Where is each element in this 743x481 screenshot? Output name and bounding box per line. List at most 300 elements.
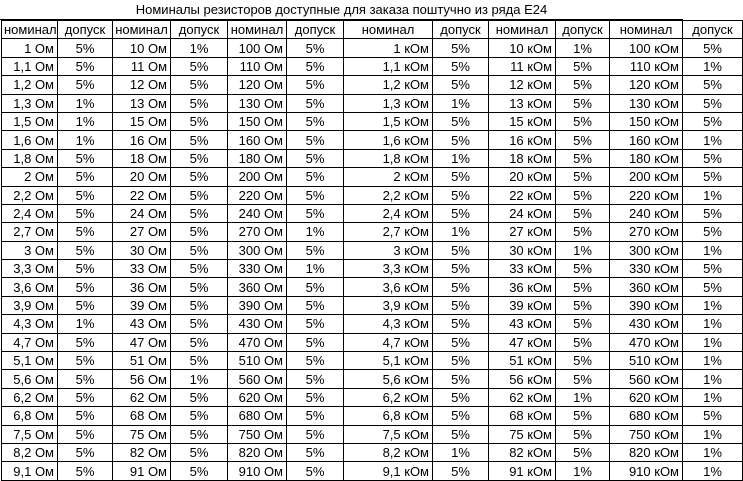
tolerance-cell: 1% bbox=[433, 223, 489, 241]
nominal-cell: 300 кОм bbox=[610, 241, 683, 259]
tolerance-cell: 5% bbox=[556, 443, 610, 461]
nominal-cell: 56 кОм bbox=[489, 370, 556, 388]
nominal-cell: 160 кОм bbox=[610, 131, 683, 149]
tolerance-cell: 5% bbox=[433, 333, 489, 351]
nominal-cell: 1,3 кОм bbox=[344, 94, 433, 112]
nominal-cell: 750 кОм bbox=[610, 425, 683, 443]
nominal-cell: 150 Ом bbox=[228, 112, 287, 130]
nominal-cell: 5,1 кОм bbox=[344, 352, 433, 370]
tolerance-cell: 1% bbox=[287, 223, 344, 241]
nominal-cell: 22 Ом bbox=[113, 186, 171, 204]
tolerance-cell: 1% bbox=[683, 388, 743, 406]
tolerance-cell: 5% bbox=[556, 260, 610, 278]
nominal-cell: 7,5 кОм bbox=[344, 425, 433, 443]
tolerance-cell: 5% bbox=[556, 425, 610, 443]
header-nominal: номинал bbox=[228, 21, 287, 39]
tolerance-cell: 5% bbox=[287, 94, 344, 112]
nominal-cell: 51 Ом bbox=[113, 352, 171, 370]
table-row bbox=[2, 57, 743, 75]
tolerance-cell: 5% bbox=[433, 112, 489, 130]
nominal-cell: 36 кОм bbox=[489, 278, 556, 296]
table-row bbox=[2, 94, 743, 112]
tolerance-cell: 5% bbox=[433, 186, 489, 204]
nominal-cell: 1,8 кОм bbox=[344, 149, 433, 167]
tolerance-cell: 5% bbox=[433, 278, 489, 296]
nominal-cell: 820 кОм bbox=[610, 443, 683, 461]
nominal-cell: 430 кОм bbox=[610, 315, 683, 333]
nominal-cell: 1,1 кОм bbox=[344, 57, 433, 75]
nominal-cell: 68 кОм bbox=[489, 407, 556, 425]
nominal-cell: 150 кОм bbox=[610, 112, 683, 130]
tolerance-cell: 5% bbox=[287, 131, 344, 149]
tolerance-cell: 5% bbox=[287, 352, 344, 370]
tolerance-cell: 1% bbox=[433, 94, 489, 112]
nominal-cell: 91 Ом bbox=[113, 462, 171, 480]
nominal-cell: 33 кОм bbox=[489, 260, 556, 278]
nominal-cell: 330 кОм bbox=[610, 260, 683, 278]
tolerance-cell: 5% bbox=[287, 296, 344, 314]
nominal-cell: 13 Ом bbox=[113, 94, 171, 112]
nominal-cell: 10 кОм bbox=[489, 39, 556, 57]
nominal-cell: 4,7 Ом bbox=[2, 333, 58, 351]
tolerance-cell: 1% bbox=[683, 333, 743, 351]
nominal-cell: 620 Ом bbox=[228, 388, 287, 406]
header-tolerance: допуск bbox=[58, 21, 113, 39]
nominal-cell: 3 Ом bbox=[2, 241, 58, 259]
tolerance-cell: 5% bbox=[287, 112, 344, 130]
nominal-cell: 82 кОм bbox=[489, 443, 556, 461]
tolerance-cell: 5% bbox=[287, 370, 344, 388]
tolerance-cell: 5% bbox=[171, 131, 228, 149]
nominal-cell: 62 кОм bbox=[489, 388, 556, 406]
tolerance-cell: 5% bbox=[433, 388, 489, 406]
tolerance-cell: 5% bbox=[433, 352, 489, 370]
table-row bbox=[2, 186, 743, 204]
tolerance-cell: 5% bbox=[683, 39, 743, 57]
nominal-cell: 200 кОм bbox=[610, 168, 683, 186]
header-tolerance: допуск bbox=[433, 21, 489, 39]
nominal-cell: 8,2 кОм bbox=[344, 443, 433, 461]
nominal-cell: 1,2 кОм bbox=[344, 76, 433, 94]
tolerance-cell: 1% bbox=[683, 241, 743, 259]
nominal-cell: 270 кОм bbox=[610, 223, 683, 241]
tolerance-cell: 5% bbox=[171, 168, 228, 186]
tolerance-cell: 5% bbox=[58, 223, 113, 241]
nominal-cell: 4,3 кОм bbox=[344, 315, 433, 333]
nominal-cell: 9,1 Ом bbox=[2, 462, 58, 480]
table-row bbox=[2, 39, 743, 57]
table-row bbox=[2, 112, 743, 130]
nominal-cell: 27 Ом bbox=[113, 223, 171, 241]
nominal-cell: 3,3 Ом bbox=[2, 260, 58, 278]
nominal-cell: 91 кОм bbox=[489, 462, 556, 480]
nominal-cell: 6,8 Ом bbox=[2, 407, 58, 425]
tolerance-cell: 5% bbox=[287, 443, 344, 461]
nominal-cell: 2 Ом bbox=[2, 168, 58, 186]
nominal-cell: 1,5 Ом bbox=[2, 112, 58, 130]
sheet-title: Номиналы резисторов доступные для заказа поштучно из ряда E24 bbox=[0, 0, 683, 20]
tolerance-cell: 5% bbox=[556, 370, 610, 388]
nominal-cell: 2,7 Ом bbox=[2, 223, 58, 241]
nominal-cell: 47 Ом bbox=[113, 333, 171, 351]
tolerance-cell: 5% bbox=[287, 76, 344, 94]
table-row bbox=[2, 425, 743, 443]
nominal-cell: 1 кОм bbox=[344, 39, 433, 57]
table-row bbox=[2, 296, 743, 314]
nominal-cell: 62 Ом bbox=[113, 388, 171, 406]
tolerance-cell: 1% bbox=[683, 296, 743, 314]
tolerance-cell: 1% bbox=[58, 131, 113, 149]
nominal-cell: 4,3 Ом bbox=[2, 315, 58, 333]
nominal-cell: 24 Ом bbox=[113, 204, 171, 222]
nominal-cell: 8,2 Ом bbox=[2, 443, 58, 461]
table-row bbox=[2, 315, 743, 333]
nominal-cell: 82 Ом bbox=[113, 443, 171, 461]
tolerance-cell: 5% bbox=[171, 462, 228, 480]
tolerance-cell: 5% bbox=[683, 278, 743, 296]
nominal-cell: 20 Ом bbox=[113, 168, 171, 186]
nominal-cell: 430 Ом bbox=[228, 315, 287, 333]
nominal-cell: 1,1 Ом bbox=[2, 57, 58, 75]
nominal-cell: 75 Ом bbox=[113, 425, 171, 443]
tolerance-cell: 5% bbox=[433, 425, 489, 443]
header-tolerance: допуск bbox=[171, 21, 228, 39]
table-row bbox=[2, 352, 743, 370]
tolerance-cell: 5% bbox=[171, 76, 228, 94]
nominal-cell: 390 кОм bbox=[610, 296, 683, 314]
nominal-cell: 910 Ом bbox=[228, 462, 287, 480]
nominal-cell: 4,7 кОм bbox=[344, 333, 433, 351]
nominal-cell: 27 кОм bbox=[489, 223, 556, 241]
nominal-cell: 100 кОм bbox=[610, 39, 683, 57]
tolerance-cell: 5% bbox=[58, 425, 113, 443]
tolerance-cell: 5% bbox=[171, 407, 228, 425]
tolerance-cell: 5% bbox=[556, 223, 610, 241]
nominal-cell: 200 Ом bbox=[228, 168, 287, 186]
tolerance-cell: 5% bbox=[58, 241, 113, 259]
tolerance-cell: 5% bbox=[58, 39, 113, 57]
tolerance-cell: 5% bbox=[287, 278, 344, 296]
tolerance-cell: 5% bbox=[287, 333, 344, 351]
nominal-cell: 68 Ом bbox=[113, 407, 171, 425]
nominal-cell: 51 кОм bbox=[489, 352, 556, 370]
nominal-cell: 20 кОм bbox=[489, 168, 556, 186]
table-row bbox=[2, 443, 743, 461]
resistor-table bbox=[1, 20, 743, 481]
nominal-cell: 110 кОм bbox=[610, 57, 683, 75]
tolerance-cell: 5% bbox=[171, 443, 228, 461]
tolerance-cell: 5% bbox=[287, 388, 344, 406]
table-row bbox=[2, 168, 743, 186]
tolerance-cell: 5% bbox=[58, 333, 113, 351]
tolerance-cell: 1% bbox=[171, 370, 228, 388]
tolerance-cell: 5% bbox=[556, 186, 610, 204]
nominal-cell: 5,1 Ом bbox=[2, 352, 58, 370]
nominal-cell: 360 Ом bbox=[228, 278, 287, 296]
nominal-cell: 220 кОм bbox=[610, 186, 683, 204]
tolerance-cell: 5% bbox=[433, 57, 489, 75]
nominal-cell: 43 Ом bbox=[113, 315, 171, 333]
tolerance-cell: 5% bbox=[171, 94, 228, 112]
nominal-cell: 220 Ом bbox=[228, 186, 287, 204]
tolerance-cell: 1% bbox=[58, 315, 113, 333]
table-row bbox=[2, 131, 743, 149]
table-row bbox=[2, 76, 743, 94]
nominal-cell: 240 кОм bbox=[610, 204, 683, 222]
tolerance-cell: 5% bbox=[171, 223, 228, 241]
nominal-cell: 470 Ом bbox=[228, 333, 287, 351]
tolerance-cell: 5% bbox=[433, 260, 489, 278]
nominal-cell: 1,6 кОм bbox=[344, 131, 433, 149]
tolerance-cell: 5% bbox=[556, 131, 610, 149]
nominal-cell: 16 Ом bbox=[113, 131, 171, 149]
nominal-cell: 10 Ом bbox=[113, 39, 171, 57]
tolerance-cell: 1% bbox=[683, 462, 743, 480]
tolerance-cell: 5% bbox=[171, 333, 228, 351]
nominal-cell: 1,8 Ом bbox=[2, 149, 58, 167]
nominal-cell: 2,7 кОм bbox=[344, 223, 433, 241]
tolerance-cell: 5% bbox=[556, 407, 610, 425]
tolerance-cell: 5% bbox=[556, 149, 610, 167]
tolerance-cell: 5% bbox=[171, 296, 228, 314]
nominal-cell: 750 Ом bbox=[228, 425, 287, 443]
tolerance-cell: 1% bbox=[683, 315, 743, 333]
nominal-cell: 13 кОм bbox=[489, 94, 556, 112]
tolerance-cell: 5% bbox=[556, 352, 610, 370]
tolerance-cell: 5% bbox=[287, 425, 344, 443]
tolerance-cell: 5% bbox=[433, 296, 489, 314]
tolerance-cell: 5% bbox=[171, 57, 228, 75]
tolerance-cell: 5% bbox=[556, 278, 610, 296]
tolerance-cell: 1% bbox=[287, 260, 344, 278]
tolerance-cell: 5% bbox=[58, 370, 113, 388]
tolerance-cell: 5% bbox=[556, 112, 610, 130]
tolerance-cell: 1% bbox=[58, 112, 113, 130]
tolerance-cell: 5% bbox=[683, 168, 743, 186]
tolerance-cell: 5% bbox=[58, 168, 113, 186]
nominal-cell: 560 Ом bbox=[228, 370, 287, 388]
nominal-cell: 2,4 кОм bbox=[344, 204, 433, 222]
tolerance-cell: 5% bbox=[58, 186, 113, 204]
tolerance-cell: 5% bbox=[287, 407, 344, 425]
tolerance-cell: 5% bbox=[433, 39, 489, 57]
tolerance-cell: 5% bbox=[683, 407, 743, 425]
tolerance-cell: 5% bbox=[683, 223, 743, 241]
tolerance-cell: 5% bbox=[58, 407, 113, 425]
header-nominal: номинал bbox=[489, 21, 556, 39]
nominal-cell: 2,2 Ом bbox=[2, 186, 58, 204]
tolerance-cell: 5% bbox=[556, 76, 610, 94]
tolerance-cell: 5% bbox=[433, 131, 489, 149]
tolerance-cell: 5% bbox=[171, 112, 228, 130]
tolerance-cell: 5% bbox=[683, 260, 743, 278]
tolerance-cell: 5% bbox=[556, 168, 610, 186]
tolerance-cell: 5% bbox=[433, 407, 489, 425]
nominal-cell: 12 Ом bbox=[113, 76, 171, 94]
table-row bbox=[2, 333, 743, 351]
tolerance-cell: 1% bbox=[683, 370, 743, 388]
tolerance-cell: 1% bbox=[171, 39, 228, 57]
header-tolerance: допуск bbox=[556, 21, 610, 39]
header-nominal: номинал bbox=[2, 21, 58, 39]
tolerance-cell: 5% bbox=[58, 388, 113, 406]
tolerance-cell: 1% bbox=[556, 462, 610, 480]
nominal-cell: 22 кОм bbox=[489, 186, 556, 204]
nominal-cell: 11 Ом bbox=[113, 57, 171, 75]
nominal-cell: 330 Ом bbox=[228, 260, 287, 278]
tolerance-cell: 1% bbox=[556, 241, 610, 259]
tolerance-cell: 5% bbox=[556, 315, 610, 333]
tolerance-cell: 5% bbox=[683, 112, 743, 130]
header-row bbox=[2, 21, 743, 39]
tolerance-cell: 5% bbox=[171, 186, 228, 204]
nominal-cell: 560 кОм bbox=[610, 370, 683, 388]
tolerance-cell: 5% bbox=[683, 76, 743, 94]
tolerance-cell: 5% bbox=[171, 260, 228, 278]
nominal-cell: 1,2 Ом bbox=[2, 76, 58, 94]
tolerance-cell: 5% bbox=[58, 260, 113, 278]
tolerance-cell: 1% bbox=[683, 186, 743, 204]
tolerance-cell: 1% bbox=[683, 425, 743, 443]
nominal-cell: 1,6 Ом bbox=[2, 131, 58, 149]
header-nominal: номинал bbox=[344, 21, 433, 39]
tolerance-cell: 5% bbox=[287, 204, 344, 222]
nominal-cell: 620 кОм bbox=[610, 388, 683, 406]
tolerance-cell: 1% bbox=[683, 57, 743, 75]
nominal-cell: 11 кОм bbox=[489, 57, 556, 75]
tolerance-cell: 5% bbox=[58, 296, 113, 314]
tolerance-cell: 5% bbox=[171, 278, 228, 296]
tolerance-cell: 5% bbox=[556, 94, 610, 112]
tolerance-cell: 5% bbox=[171, 241, 228, 259]
tolerance-cell: 5% bbox=[683, 94, 743, 112]
nominal-cell: 300 Ом bbox=[228, 241, 287, 259]
tolerance-cell: 5% bbox=[433, 168, 489, 186]
tolerance-cell: 5% bbox=[171, 204, 228, 222]
nominal-cell: 130 кОм bbox=[610, 94, 683, 112]
nominal-cell: 18 кОм bbox=[489, 149, 556, 167]
tolerance-cell: 5% bbox=[287, 241, 344, 259]
table-row bbox=[2, 278, 743, 296]
nominal-cell: 820 Ом bbox=[228, 443, 287, 461]
nominal-cell: 3,9 Ом bbox=[2, 296, 58, 314]
tolerance-cell: 5% bbox=[433, 204, 489, 222]
nominal-cell: 120 кОм bbox=[610, 76, 683, 94]
tolerance-cell: 1% bbox=[58, 94, 113, 112]
nominal-cell: 6,8 кОм bbox=[344, 407, 433, 425]
nominal-cell: 910 кОм bbox=[610, 462, 683, 480]
nominal-cell: 33 Ом bbox=[113, 260, 171, 278]
tolerance-cell: 5% bbox=[58, 76, 113, 94]
nominal-cell: 6,2 Ом bbox=[2, 388, 58, 406]
nominal-cell: 3,9 кОм bbox=[344, 296, 433, 314]
nominal-cell: 180 кОм bbox=[610, 149, 683, 167]
nominal-cell: 390 Ом bbox=[228, 296, 287, 314]
tolerance-cell: 5% bbox=[287, 39, 344, 57]
tolerance-cell: 5% bbox=[287, 462, 344, 480]
nominal-cell: 6,2 кОм bbox=[344, 388, 433, 406]
tolerance-cell: 1% bbox=[556, 388, 610, 406]
nominal-cell: 43 кОм bbox=[489, 315, 556, 333]
tolerance-cell: 5% bbox=[171, 425, 228, 443]
tolerance-cell: 5% bbox=[433, 315, 489, 333]
header-nominal: номинал bbox=[113, 21, 171, 39]
nominal-cell: 360 кОм bbox=[610, 278, 683, 296]
nominal-cell: 510 кОм bbox=[610, 352, 683, 370]
tolerance-cell: 5% bbox=[683, 149, 743, 167]
table-row bbox=[2, 370, 743, 388]
tolerance-cell: 5% bbox=[171, 388, 228, 406]
tolerance-cell: 5% bbox=[433, 370, 489, 388]
tolerance-cell: 5% bbox=[171, 352, 228, 370]
tolerance-cell: 5% bbox=[556, 204, 610, 222]
nominal-cell: 75 кОм bbox=[489, 425, 556, 443]
tolerance-cell: 5% bbox=[58, 352, 113, 370]
tolerance-cell: 5% bbox=[683, 204, 743, 222]
nominal-cell: 270 Ом bbox=[228, 223, 287, 241]
nominal-cell: 5,6 Ом bbox=[2, 370, 58, 388]
table-row bbox=[2, 388, 743, 406]
nominal-cell: 30 Ом bbox=[113, 241, 171, 259]
nominal-cell: 2,4 Ом bbox=[2, 204, 58, 222]
header-tolerance: допуск bbox=[683, 21, 743, 39]
nominal-cell: 1,3 Ом bbox=[2, 94, 58, 112]
nominal-cell: 5,6 кОм bbox=[344, 370, 433, 388]
nominal-cell: 16 кОм bbox=[489, 131, 556, 149]
nominal-cell: 110 Ом bbox=[228, 57, 287, 75]
nominal-cell: 56 Ом bbox=[113, 370, 171, 388]
nominal-cell: 39 Ом bbox=[113, 296, 171, 314]
tolerance-cell: 1% bbox=[683, 443, 743, 461]
nominal-cell: 120 Ом bbox=[228, 76, 287, 94]
tolerance-cell: 5% bbox=[58, 204, 113, 222]
nominal-cell: 15 кОм bbox=[489, 112, 556, 130]
table-row bbox=[2, 407, 743, 425]
nominal-cell: 680 кОм bbox=[610, 407, 683, 425]
tolerance-cell: 5% bbox=[433, 462, 489, 480]
table-row bbox=[2, 241, 743, 259]
tolerance-cell: 5% bbox=[287, 168, 344, 186]
tolerance-cell: 5% bbox=[58, 57, 113, 75]
tolerance-cell: 5% bbox=[58, 462, 113, 480]
nominal-cell: 3,6 кОм bbox=[344, 278, 433, 296]
header-nominal: номинал bbox=[610, 21, 683, 39]
nominal-cell: 30 кОм bbox=[489, 241, 556, 259]
nominal-cell: 3 кОм bbox=[344, 241, 433, 259]
tolerance-cell: 1% bbox=[556, 39, 610, 57]
tolerance-cell: 5% bbox=[556, 296, 610, 314]
tolerance-cell: 5% bbox=[171, 315, 228, 333]
tolerance-cell: 1% bbox=[433, 149, 489, 167]
nominal-cell: 180 Ом bbox=[228, 149, 287, 167]
tolerance-cell: 5% bbox=[58, 443, 113, 461]
nominal-cell: 100 Ом bbox=[228, 39, 287, 57]
tolerance-cell: 5% bbox=[287, 186, 344, 204]
nominal-cell: 3,3 кОм bbox=[344, 260, 433, 278]
nominal-cell: 680 Ом bbox=[228, 407, 287, 425]
table-row bbox=[2, 204, 743, 222]
tolerance-cell: 1% bbox=[683, 131, 743, 149]
tolerance-cell: 5% bbox=[556, 57, 610, 75]
nominal-cell: 24 кОм bbox=[489, 204, 556, 222]
tolerance-cell: 5% bbox=[171, 149, 228, 167]
nominal-cell: 47 кОм bbox=[489, 333, 556, 351]
tolerance-cell: 1% bbox=[433, 443, 489, 461]
nominal-cell: 1 Ом bbox=[2, 39, 58, 57]
nominal-cell: 12 кОм bbox=[489, 76, 556, 94]
nominal-cell: 130 Ом bbox=[228, 94, 287, 112]
tolerance-cell: 5% bbox=[58, 149, 113, 167]
